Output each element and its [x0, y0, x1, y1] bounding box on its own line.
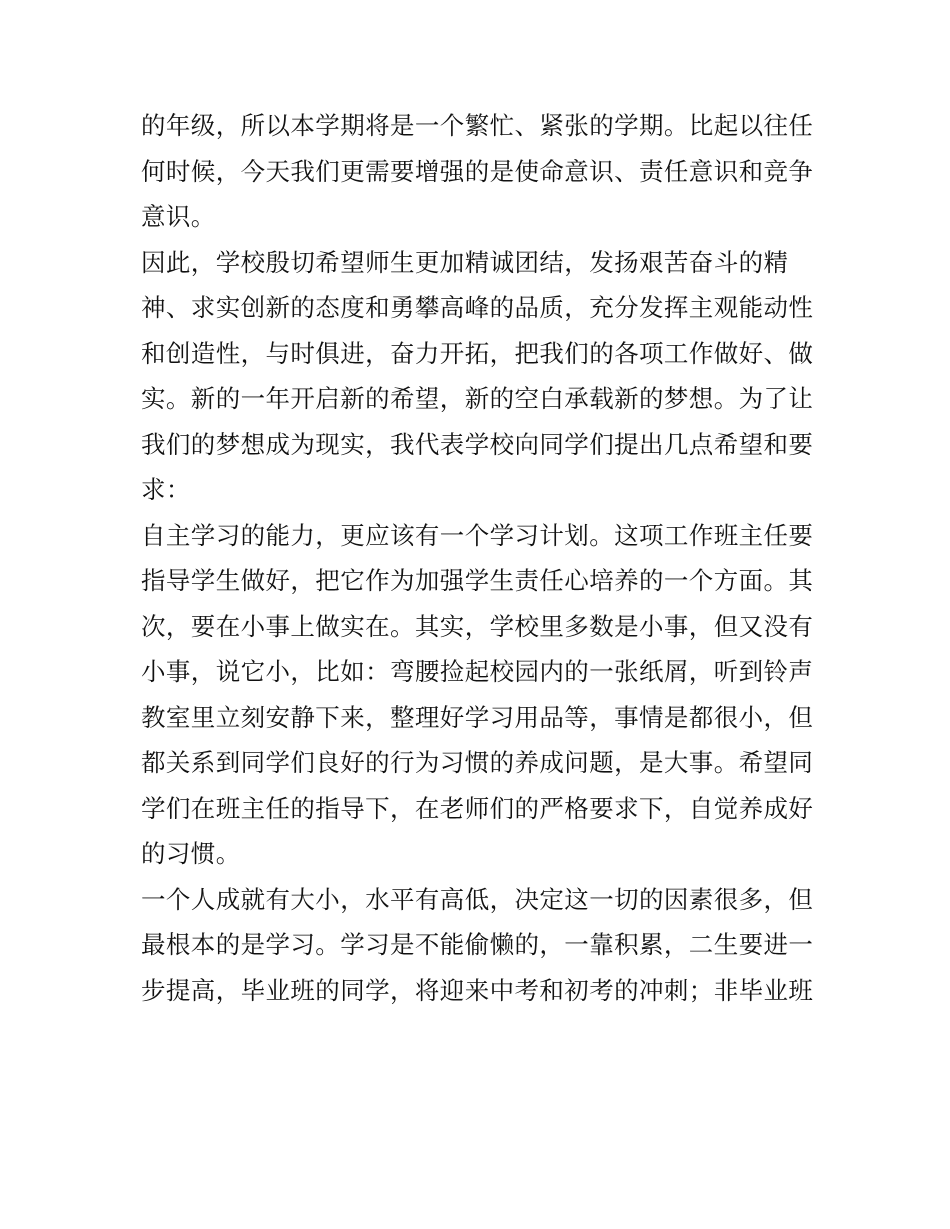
text-line: 步提高，毕业班的同学，将迎来中考和初考的冲刺；非毕业班 — [141, 975, 814, 1005]
text-line: 小事，说它小，比如：弯腰捡起校园内的一张纸屑，听到铃声 — [141, 657, 814, 686]
text-line: 自主学习的能力，更应该有一个学习计划。这项工作班主任要 — [141, 520, 814, 550]
text-line: 何时候，今天我们更需要增强的是使命意识、责任意识和竞争 — [141, 156, 814, 186]
paragraph-4 — [141, 877, 816, 1014]
text-line: 指导学生做好，把它作为加强学生责任心培养的一个方面。其 — [141, 566, 814, 595]
text-line: 次，要在小事上做实在。其实，学校里多数是小事，但又没有 — [141, 611, 814, 641]
text-line: 求： — [141, 475, 191, 504]
text-line: 实。新的一年开启新的希望，新的空白承载新的梦想。为了让 — [141, 384, 814, 413]
text-line: 教室里立刻安静下来，整理好学习用品等，事情是都很小，但 — [141, 702, 814, 732]
paragraph-1 — [141, 103, 816, 240]
text-line: 因此，学校殷切希望师生更加精诚团结，发扬艰苦奋斗的精 — [141, 247, 789, 277]
text-line: 一个人成就有大小，水平有高低，决定这一切的因素很多，但 — [141, 884, 814, 914]
text-line: 和创造性，与时俱进，奋力开拓，把我们的各项工作做好、做 — [141, 338, 814, 368]
text-line: 意识。 — [141, 202, 216, 231]
text-line: 我们的梦想成为现实，我代表学校向同学们提出几点希望和要 — [141, 429, 814, 459]
text-line: 学们在班主任的指导下，在老师们的严格要求下，自觉养成好 — [141, 793, 814, 823]
text-line: 都关系到同学们良好的行为习惯的养成问题，是大事。希望同 — [141, 748, 814, 777]
text-line: 的年级，所以本学期将是一个繁忙、紧张的学期。比起以往任 — [141, 111, 814, 140]
paragraph-2 — [141, 240, 816, 513]
text-line: 神、求实创新的态度和勇攀高峰的品质，充分发挥主观能动性 — [141, 293, 814, 322]
paragraph-3 — [141, 513, 816, 877]
text-line: 最根本的是学习。学习是不能偷懒的，一靠积累，二生要进一 — [141, 930, 814, 959]
document-body — [141, 103, 816, 1013]
text-line: 的习惯。 — [141, 839, 241, 868]
